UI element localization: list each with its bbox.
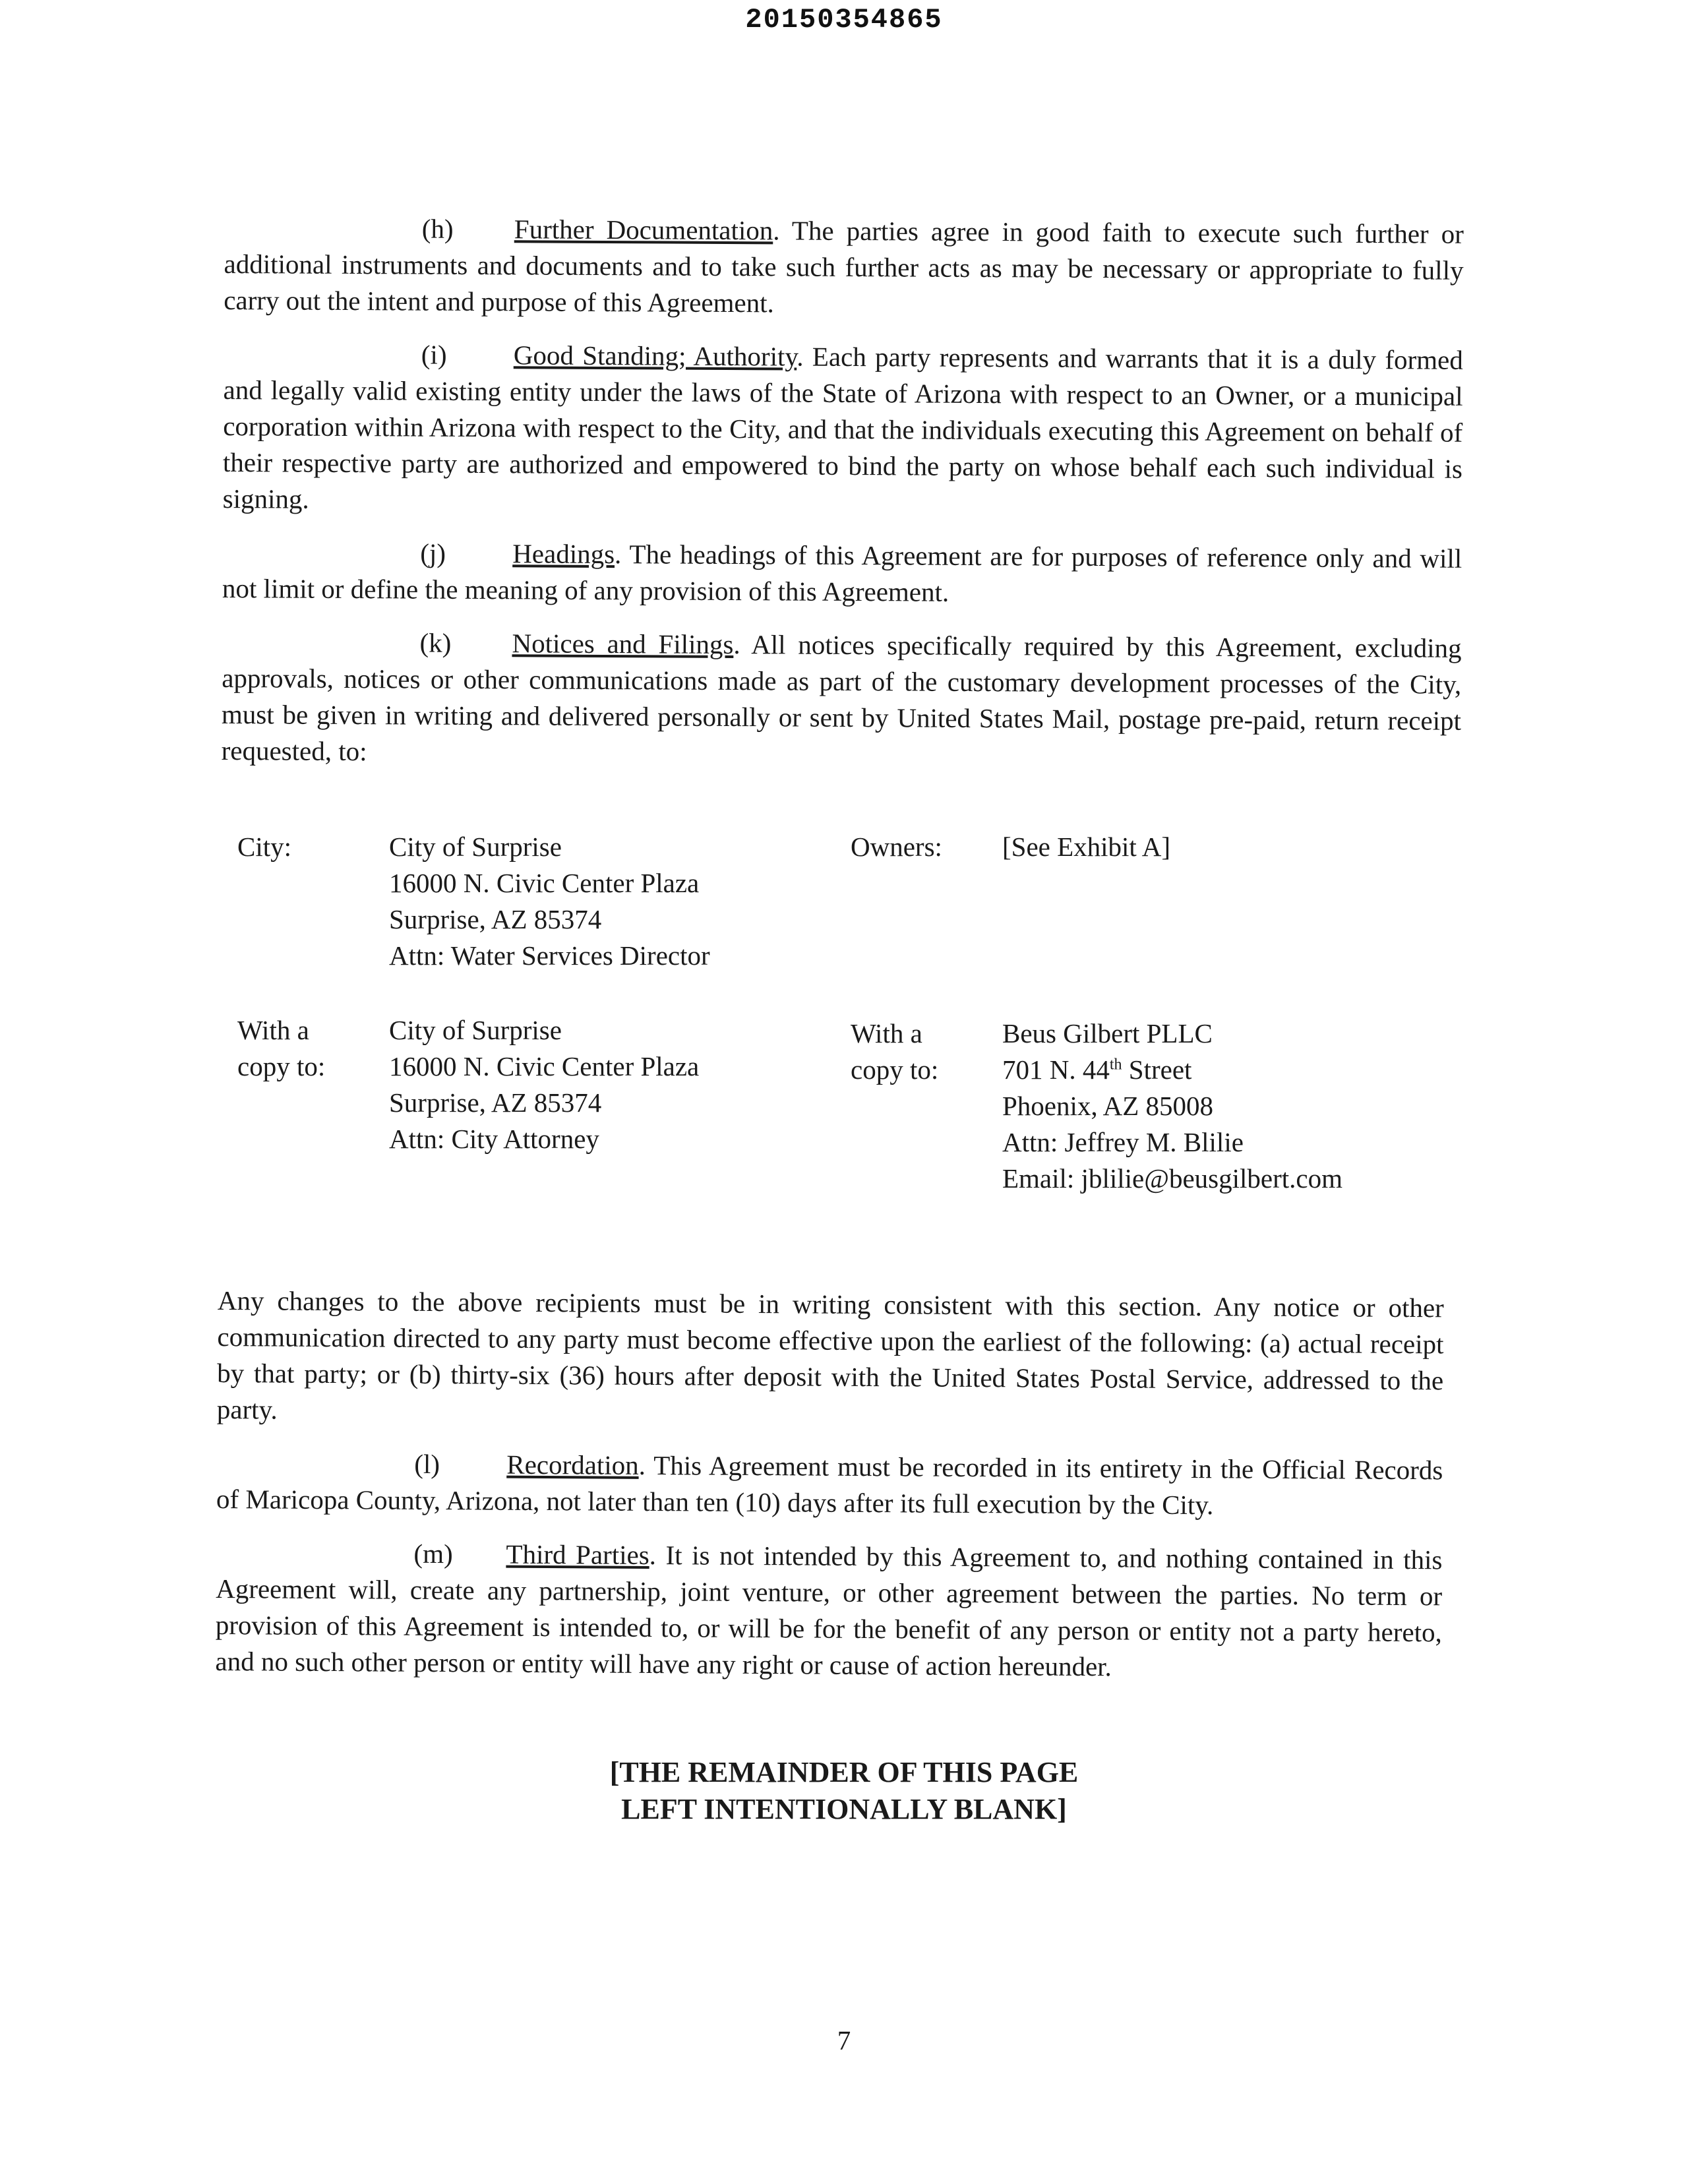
paragraph-label: (i) xyxy=(421,339,447,370)
address-line: Attn: Jeffrey M. Blilie xyxy=(1002,1127,1244,1157)
lower-section xyxy=(215,1283,1444,1704)
address-line: 16000 N. Civic Center Plaza xyxy=(389,1051,700,1081)
paragraph-label: (k) xyxy=(419,627,452,658)
address-line: Attn: Water Services Director xyxy=(389,940,710,971)
address-line: Beus Gilbert PLLC xyxy=(1002,1018,1213,1048)
city-copy-label xyxy=(237,1012,325,1085)
paragraph-label: (h) xyxy=(421,213,454,244)
paragraph-i xyxy=(223,336,1463,524)
address-line: City of Surprise xyxy=(389,832,562,862)
paragraph-heading: Further Documentation xyxy=(514,214,773,246)
blank-page-note xyxy=(0,1754,1688,1828)
paragraph-heading: Headings xyxy=(512,538,615,570)
copy-label-line: copy to: xyxy=(237,1051,326,1081)
blank-note-line: LEFT INTENTIONALLY BLANK] xyxy=(621,1793,1067,1825)
address-line: 16000 N. Civic Center Plaza xyxy=(389,868,700,898)
city-copy-address xyxy=(389,1012,699,1157)
paragraph-label: (j) xyxy=(420,537,446,568)
paragraph-heading: Good Standing; Authority xyxy=(513,340,797,372)
paragraph-m xyxy=(215,1534,1442,1687)
paragraph-l xyxy=(216,1445,1443,1525)
paragraph-text: . It is not intended by this Agreement to, and nothing contained in this Agreement will, create any partnership, joint venture, or other agreement between the parties. No term or provision of this Agreement is intended to, or will be for the benefit of any person or entity not a party hereto, and no such other person or entity will have any right or cause of action hereunder. xyxy=(215,1540,1443,1682)
paragraph-label: (m) xyxy=(413,1538,453,1569)
copy-label-line: With a xyxy=(851,1018,922,1048)
paragraph-text: . Each party represents and warrants that it is a duly formed and legally valid existing entity under the laws of the State of Arizona with respect to an Owner, or a municipal corporation within Arizona with respect to the City, and that the individuals executing this Agreement on behalf of their respective party are authorized and empowered to bind the party on whose behalf each such individual is signing. xyxy=(222,341,1463,514)
paragraph-heading: Notices and Filings xyxy=(512,628,734,660)
paragraph-label: (l) xyxy=(414,1448,440,1480)
owners-address xyxy=(1002,829,1170,865)
paragraph-heading: Recordation xyxy=(506,1449,639,1480)
copy-label-line: With a xyxy=(237,1015,309,1045)
owners-label: Owners: xyxy=(851,832,942,862)
document-number: 20150354865 xyxy=(745,4,943,36)
paragraph-j xyxy=(222,534,1462,613)
address-line: Surprise, AZ 85374 xyxy=(389,904,602,934)
address-line: City of Surprise xyxy=(389,1015,562,1045)
address-line: Attn: City Attorney xyxy=(389,1124,599,1154)
owners-copy-label xyxy=(851,1016,938,1088)
paragraph-heading: Third Parties xyxy=(506,1538,649,1571)
paragraph-k xyxy=(222,624,1462,775)
address-line: [See Exhibit A] xyxy=(1002,832,1171,862)
address-line: Surprise, AZ 85374 xyxy=(389,1087,602,1118)
copy-label-line: copy to: xyxy=(851,1054,939,1085)
city-address xyxy=(389,829,710,974)
email-line: Email: jblilie@beusgilbert.com xyxy=(1002,1163,1342,1194)
paragraph-text: . All notices specifically required by this Agreement, excluding approvals, notices or other communications made as part of the customary development processes of the City, must be given in writing and delivered personally or sent by United States Mail, postage pre-paid, return receipt requested, to: xyxy=(221,629,1462,767)
paragraph-text: . The parties agree in good faith to execute such further or additional instruments and documents and to take such further acts as may be necessary or appropriate to fully carry out the intent and purpose of this Agreement. xyxy=(224,215,1464,318)
paragraph-h xyxy=(224,210,1464,325)
city-label: City: xyxy=(237,832,292,862)
changes-paragraph: Any changes to the above recipients must be in writing consistent with this section. Any notice or other communication directed to any party must become effective upon the earliest of the following: (a) actual receipt by that party; or (b) thirty-six (36) hours after deposit with the United States Postal Service, addressed to the party. xyxy=(216,1285,1444,1425)
address-line: 701 N. 44th Street xyxy=(1002,1054,1192,1085)
page-number: 7 xyxy=(837,2025,851,2055)
upper-section xyxy=(221,210,1464,793)
paragraph-text: . The headings of this Agreement are for purposes of reference only and will not limit or define the meaning of any provision of this Agreement. xyxy=(222,539,1462,607)
owners-copy-address xyxy=(1002,1016,1342,1197)
paragraph-text: . This Agreement must be recorded in its entirety in the Official Records of Maricopa County, Arizona, not later than ten (10) days after its full execution by the City. xyxy=(216,1449,1443,1521)
blank-note-line: [THE REMAINDER OF THIS PAGE xyxy=(609,1756,1079,1788)
address-line: Phoenix, AZ 85008 xyxy=(1002,1091,1214,1121)
